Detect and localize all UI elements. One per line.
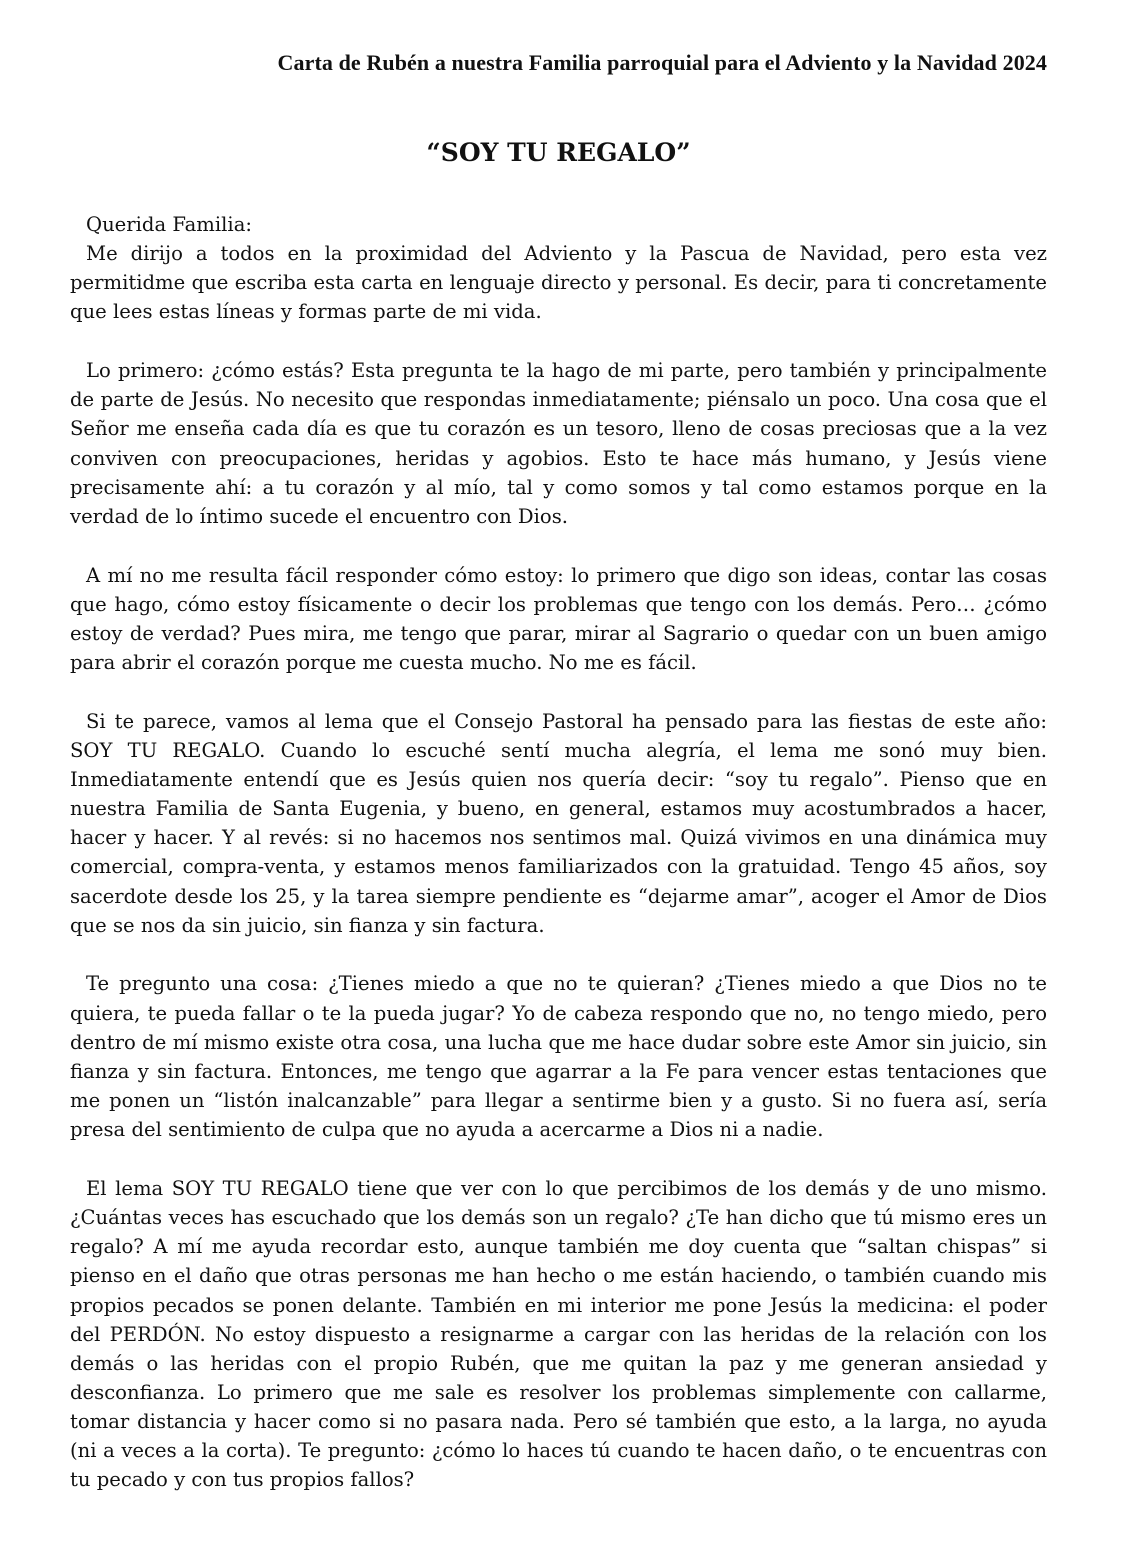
greeting: Querida Familia: [86, 213, 252, 236]
paragraph-2: Lo primero: ¿cómo estás? Esta pregunta te la hago de mi parte, pero también y principalmente de parte de Jesús. No necesito que respondas inmediatamente; piénsalo un poco. Una cosa que el Señor me enseña cada día es que tu corazón es un tesoro, lleno de cosas preciosas que a la vez conviven con preocupaciones, heridas y agobios. Esto te hace más humano, y Jesús viene precisamente ahí: a tu corazón y al mío, tal y como somos y tal como estamos porque en la verdad de lo íntimo sucede el encuentro con Dios. [70, 359, 1047, 528]
paragraph-6: El lema SOY TU REGALO tiene que ver con lo que percibimos de los demás y de uno mismo. ¿Cuántas veces has escuchado que los demás son un regalo? ¿Te han dicho que tú mismo eres un regalo? A mí me ayuda recordar esto, aunque también me doy cuenta que “saltan chispas” si pienso en el daño que otras personas me han hecho o me están haciendo, o también cuando mis propios pecados se ponen delante. También en mi interior me pone Jesús la medicina: el poder del PERDÓN. No estoy dispuesto a resignarme a cargar con las heridas de la relación con los demás o las heridas con el propio Rubén, que me quitan la paz y me generan ansiedad y desconfianza. Lo primero que me sale es resolver los problemas simplemente con callarme, tomar distancia y hacer como si no pasara nada. Pero sé también que esto, a la larga, no ayuda (ni a veces a la corta). Te pregunto: ¿cómo lo haces tú cuando te hacen daño, o te encuentras con tu pecado y con tus propios fallos? [70, 1176, 1047, 1492]
letter-header: Carta de Rubén a nuestra Familia parroquial para el Adviento y la Navidad 2024 [277, 50, 1047, 75]
letter-page [70, 0, 1047, 1560]
paragraph-3: A mí no me resulta fácil responder cómo estoy: lo primero que digo son ideas, contar las cosas que hago, cómo estoy físicamente o decir los problemas que tengo con los demás. Pero… ¿cómo estoy de verdad? Pues mira, me tengo que parar, mirar al Sagrario o quedar con un buen amigo para abrir el corazón porque me cuesta mucho. No me es fácil. [70, 563, 1047, 675]
letter-title: “SOY TU REGALO” [426, 138, 691, 167]
paragraph-4: Si te parece, vamos al lema que el Consejo Pastoral ha pensado para las fiestas de este año: SOY TU REGALO. Cuando lo escuché sentí mucha alegría, el lema me sonó muy bien. Inmediatamente entendí que es Jesús quien nos quería decir: “soy tu regalo”. Pienso que en nuestra Familia de Santa Eugenia, y bueno, en general, estamos muy acostumbrados a hacer, hacer y hacer. Y al revés: si no hacemos nos sentimos mal. Quizá vivimos en una dinámica muy comercial, compra-venta, y estamos menos familiarizados con la gratuidad. Tengo 45 años, soy sacerdote desde los 25, y la tarea siempre pendiente es “dejarme amar”, acoger el Amor de Dios que se nos da sin juicio, sin fianza y sin factura. [70, 709, 1047, 937]
paragraph-5: Te pregunto una cosa: ¿Tienes miedo a que no te quieran? ¿Tienes miedo a que Dios no te quiera, te pueda fallar o te la pueda jugar? Yo de cabeza respondo que no, no tengo miedo, pero dentro de mí mismo existe otra cosa, una lucha que me hace dudar sobre este Amor sin juicio, sin fianza y sin factura. Entonces, me tengo que agarrar a la Fe para vencer estas tentaciones que me ponen un “listón inalcanzable” para llegar a sentirme bien y a gusto. Si no fuera así, sería presa del sentimiento de culpa que no ayuda a acercarme a Dios ni a nadie. [70, 972, 1047, 1142]
letter-body [70, 210, 1047, 1524]
paragraph-1: Me dirijo a todos en la proximidad del Adviento y la Pascua de Navidad, pero esta vez permitidme que escriba esta carta en lenguaje directo y personal. Es decir, para ti concretamente que lees estas líneas y formas parte de mi vida. [70, 242, 1047, 324]
